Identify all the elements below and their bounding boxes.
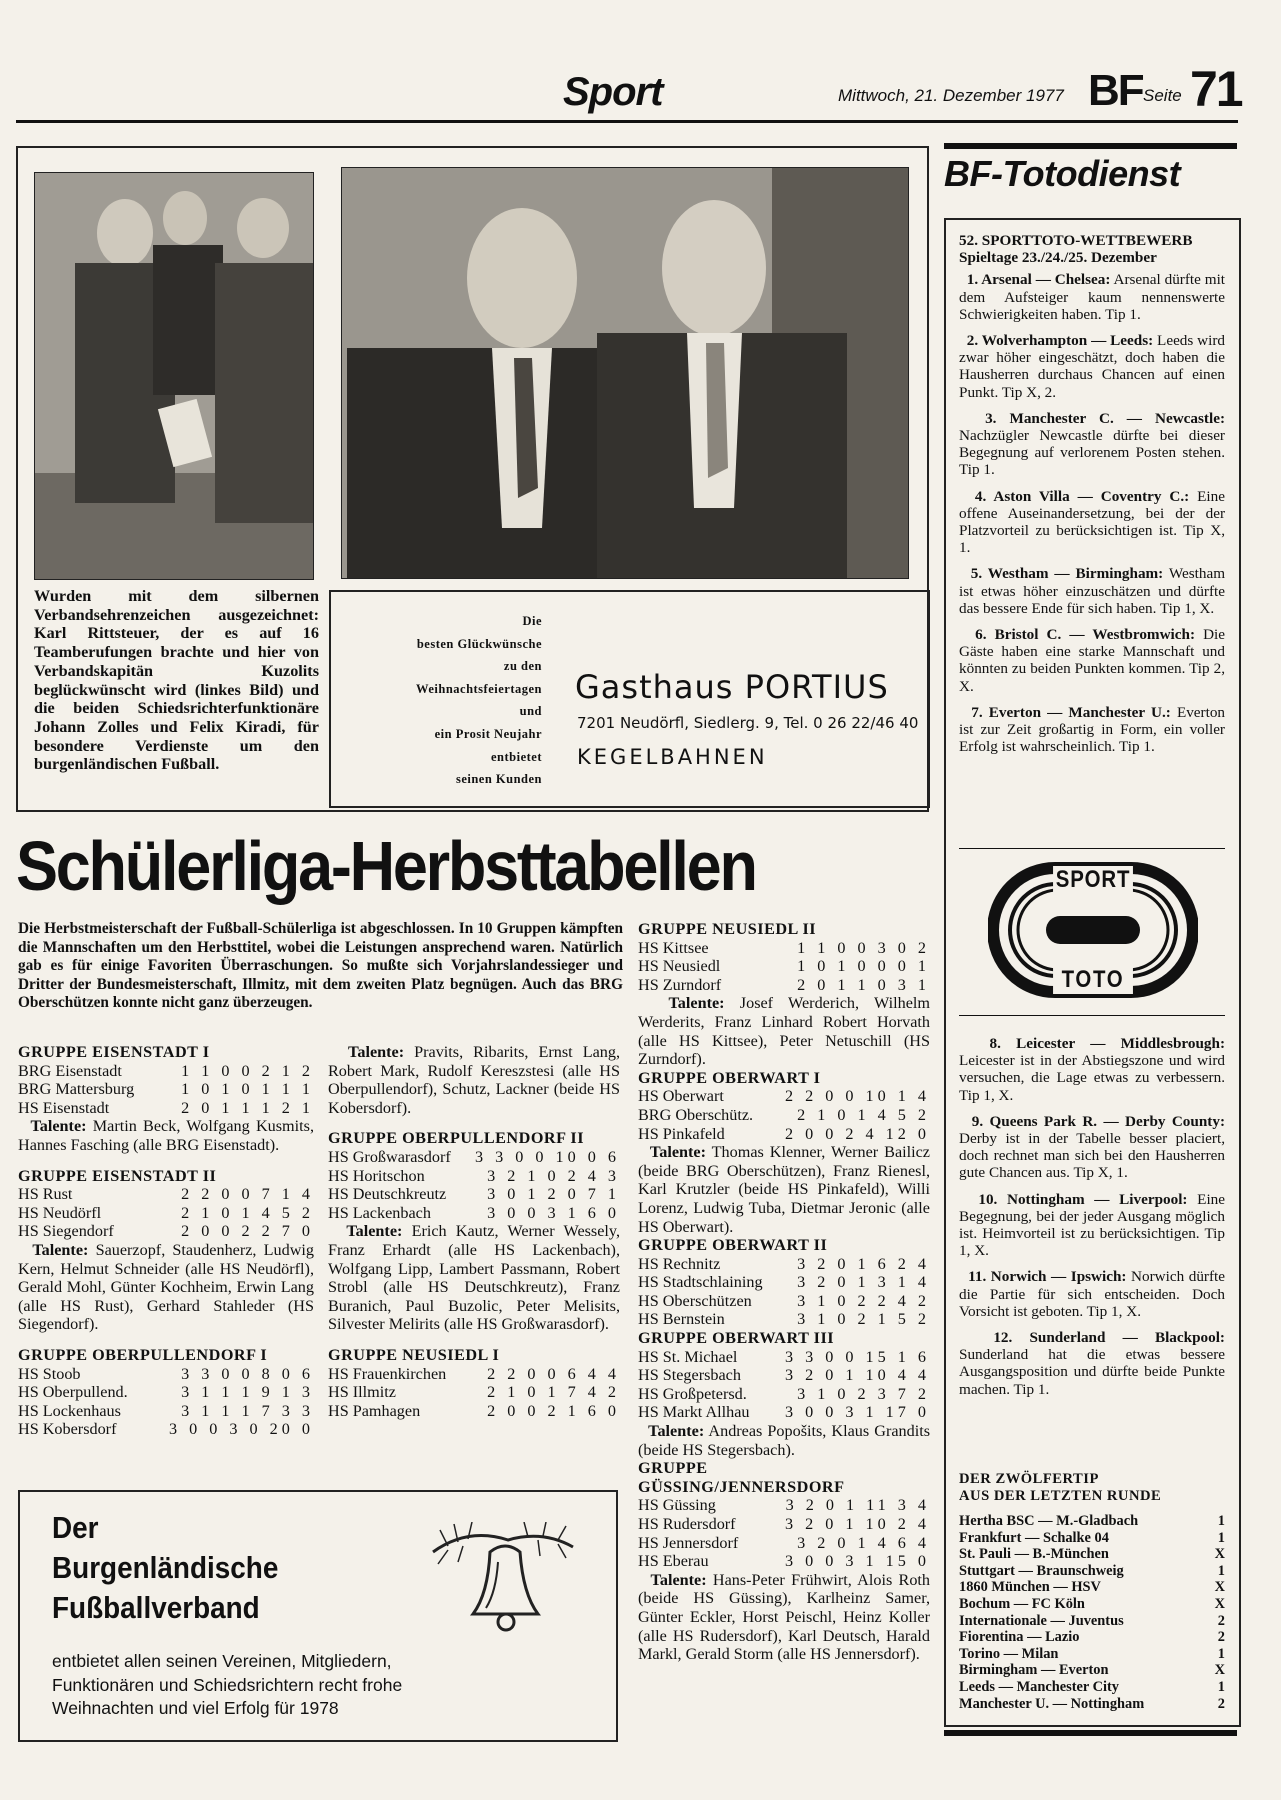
zwoelfer-title: DER ZWÖLFERTIP AUS DER LETZTEN RUNDE	[959, 1471, 1162, 1504]
gasthaus-name: Gasthaus PORTIUS	[575, 668, 889, 706]
page-label: Seite	[1143, 86, 1182, 105]
bfv-title: Der Burgenländische Fußballverband	[52, 1510, 279, 1625]
logo-text-top: SPORT	[1053, 866, 1133, 894]
group-title: GRUPPE OBERWART II	[638, 1236, 828, 1255]
toto-tip: 12. Sunderland — Blackpool: Sunderland hat die etwas bessere Ausgangsposition und dürfte beide Punkte machen. Tip 1.	[959, 1329, 1225, 1398]
table-row: Fiorentina — Lazio 2	[959, 1629, 1225, 1646]
photo-right	[341, 167, 909, 579]
gasthaus-address: 7201 Neudörfl, Siedlerg. 9, Tel. 0 26 22/46 40	[577, 714, 919, 732]
group-title: GRUPPE EISENSTADT II	[18, 1166, 217, 1185]
table-row: HS Oberwart 2 2 0 0 10 1 4	[638, 1087, 930, 1106]
gasthaus-kegelbahnen: KEGELBAHNEN	[577, 745, 768, 769]
group-title: GRUPPE OBERWART III	[638, 1329, 835, 1348]
table-row: HS Großpetersd. 3 1 0 2 3 7 2	[638, 1384, 930, 1403]
table-row: HS Pinkafeld 2 0 0 2 4 12 0	[638, 1124, 930, 1143]
table-row: HS Pamhagen 2 0 0 2 1 6 0	[328, 1401, 620, 1420]
table-row: Torino — Milan 1	[959, 1645, 1225, 1662]
talente-text: Talente: Hans-Peter Frühwirt, Alois Roth (beide HS Güssing), Karlheinz Samer, Günter Eckler, Horst Peischl, Heinz Koller (alle HS Rudersdorf), Karl Deutsch, Harald Markl, Gerald Storm (alle HS Jennersdorf).	[638, 1570, 930, 1664]
column-3	[638, 920, 930, 1664]
talente-text: Talente: Erich Kautz, Werner Wessely, Franz Erhardt (alle HS Lackenbach), Wolfgang Lipp, Lambert Passmann, Robert Strobl (alle HS Deutschkreutz), Franz Buranich, Paul Buzolic, Peter Melisits, Silvester Melirits (alle HS Großwarasdorf).	[328, 1222, 621, 1334]
table-row: HS Frauenkirchen 2 2 0 0 6 4 4	[328, 1364, 620, 1383]
talente-text: Talente: Josef Werderich, Wilhelm Werderits, Franz Linhard Robert Horvath (alle HS Kittsee), Peter Netuschill (HS Zurndorf).	[638, 994, 931, 1069]
table-row: Stuttgart — Braunschweig 1	[959, 1562, 1225, 1579]
table-row: HS Zurndorf 2 0 1 1 0 3 1	[638, 975, 930, 994]
table-row: Internationale — Juventus 2	[959, 1612, 1225, 1629]
table-row: HS Stegersbach 3 2 0 1 10 4 4	[638, 1366, 930, 1385]
table-row: HS Oberpullend. 3 1 1 1 9 1 3	[18, 1383, 314, 1402]
paper-logo: BF	[1088, 66, 1143, 115]
table-row: BRG Mattersburg 1 0 1 0 1 1 1	[18, 1080, 314, 1099]
table-row: HS Rudersdorf 3 2 0 1 10 2 4	[638, 1515, 930, 1533]
divider	[959, 1015, 1225, 1016]
table-row: St. Pauli — B.-München X	[959, 1546, 1225, 1563]
toto-tip: 8. Leicester — Middlesbrough: Leicester ist in der Abstiegszone und wird versuchen, die Lage etwas zu verbessern. Tip 1, X.	[959, 1035, 1226, 1104]
group-title: GRUPPE OBERPULLENDORF I	[18, 1345, 268, 1364]
toto-tip: 10. Nottingham — Liverpool: Eine Begegnung, bei der jeder Ausgang möglich ist. Heimvorteil ist zu berücksichtigen. Tip 1, X.	[959, 1190, 1226, 1260]
table-row: Birmingham — Everton X	[959, 1662, 1225, 1679]
group-title: GRUPPE EISENSTADT I	[18, 1043, 210, 1061]
issue-date: Mittwoch, 21. Dezember 1977	[838, 86, 1064, 105]
talente-text: Talente: Martin Beck, Wolfgang Kusmits, Hannes Fasching (alle BRG Eisenstadt).	[18, 1117, 314, 1154]
logo-text-bottom: TOTO	[1053, 966, 1133, 994]
table-row: HS Lackenbach 3 0 0 3 1 6 0	[328, 1203, 620, 1222]
table-row: HS St. Michael 3 3 0 0 15 1 6	[638, 1347, 930, 1366]
column-2	[328, 1043, 620, 1420]
toto-tip: 5. Westham — Birmingham: Westham ist etwas höher einzuschätzen und dürfte das bessere Ende für sich haben. Tip 1, X.	[959, 565, 1226, 617]
talente-text: Talente: Pravits, Ribarits, Ernst Lang, Robert Mark, Rudolf Kereszstesi (alle HS Oberpullendorf), Schutz, Lackner (beide HS Kobersdorf).	[328, 1043, 621, 1117]
photo-left	[34, 172, 314, 580]
section-title: Sport	[563, 70, 663, 114]
article-intro: Die Herbstmeisterschaft der Fußball-Schülerliga ist abgeschlossen. In 10 Gruppen kämpften die Mannschaften um den Herbsttitel, wobei die Leistungen ansprechend waren. Natürlich gab es für einige Favoriten Überraschungen. So mußte sich Vorjahrslandessieger und Dritter der Bundesmeisterschaft, Illmitz, mit dem zweiten Platz begnügen. Auch das BRG Oberschützen konnte nicht ganz überzeugen.	[18, 920, 623, 1012]
table-row: HS Oberschützen 3 1 0 2 2 4 2	[638, 1291, 930, 1310]
table-row: HS Lockenhaus 3 1 1 1 7 3 3	[18, 1401, 314, 1420]
talente-text: Talente: Andreas Popošits, Klaus Grandits (beide HS Stegersbach).	[638, 1422, 931, 1459]
ad-greeting: Die besten Glückwünsche zu den Weihnachtsfeiertagen und ein Prosit Neujahr entbietet seinen Kunden	[416, 614, 542, 787]
talente-text: Talente: Sauerzopf, Staudenherz, Ludwig Kern, Helmut Schneider (alle HS Neudörfl), Gerald Mohl, Günter Kochheim, Erwin Lang (alle HS Rust), Gerhard Stahleder (HS Siegendorf).	[18, 1240, 314, 1334]
zwoelfer-table	[959, 1513, 1225, 1712]
toto-tip: 4. Aston Villa — Coventry C.: Eine offene Auseinandersetzung, bei der der Platzvorteil zu berücksichtigen ist. Tip X, 1.	[959, 487, 1225, 557]
table-row: HS Stoob 3 3 0 0 8 0 6	[18, 1364, 314, 1383]
toto-bottom-rule	[944, 1730, 1237, 1736]
group-title: GRUPPE OBERPULLENDORF II	[328, 1129, 585, 1148]
table-row: HS Güssing 3 2 0 1 11 3 4	[638, 1496, 930, 1515]
table-row: HS Rust 2 2 0 0 7 1 4	[18, 1185, 314, 1204]
bfv-text: entbietet allen seinen Vereinen, Mitgliedern, Funktionären und Schiedsrichtern recht frohe Weihnachten und viel Erfolg für 1978	[52, 1651, 403, 1718]
table-row: Bochum — FC Köln X	[959, 1595, 1225, 1612]
table-row: BRG Oberschütz. 2 1 0 1 4 5 2	[638, 1105, 930, 1124]
table-row: HS Kobersdorf 3 0 0 3 0 20 0	[18, 1420, 314, 1439]
toto-tip: 11. Norwich — Ipswich: Norwich dürfte die Partie für sich entscheiden. Doch Vorsicht ist geboten. Tip 1, X.	[959, 1268, 1226, 1320]
table-row: HS Jennersdorf 3 2 0 1 4 6 4	[638, 1533, 930, 1552]
toto-tip: 7. Everton — Manchester U.: Everton ist zur Zeit großartig in Form, ein voller Erfolg ist wahrscheinlich. Tip 1.	[959, 703, 1226, 756]
toto-tip: 3. Manchester C. — Newcastle: Nachzügler Newcastle dürfte bei dieser Begegnung auf verlorenem Posten stehen. Tip 1.	[959, 409, 1225, 479]
toto-tip: 2. Wolverhampton — Leeds: Leeds wird zwar höher eingeschätzt, doch haben die Hausherren durchaus Chancen auf einen Punkt. Tip X, 2.	[959, 332, 1226, 401]
table-row: HS Illmitz 2 1 0 1 7 4 2	[328, 1383, 620, 1402]
table-row: HS Horitschon 3 2 1 0 2 4 3	[328, 1166, 620, 1185]
table-row: HS Siegendorf 2 0 0 2 2 7 0	[18, 1222, 314, 1241]
sporttoto-logo	[988, 860, 1198, 1000]
header-rule	[16, 120, 1238, 123]
table-row: BRG Eisenstadt 1 1 0 0 2 1 2	[18, 1061, 314, 1080]
table-row: Frankfurt — Schalke 04 1	[959, 1529, 1225, 1546]
column-1	[18, 1043, 314, 1439]
toto-top-rule	[944, 143, 1237, 149]
table-row: HS Stadtschlaining 3 2 0 1 3 1 4	[638, 1273, 930, 1292]
toto-tips-bottom	[959, 1035, 1225, 1407]
table-row: HS Großwarasdorf 3 3 0 0 10 0 6	[328, 1147, 620, 1166]
divider	[959, 848, 1225, 849]
toto-tip: 9. Queens Park R. — Derby County: Derby ist in der Tabelle besser placiert, doch rechnet man sich bei den Hausherren gute Chancen aus. Tip X, 1.	[959, 1112, 1226, 1182]
table-row: Hertha BSC — M.-Gladbach 1	[959, 1513, 1225, 1529]
group-title: GRUPPE GÜSSING/JENNERSDORF	[638, 1459, 845, 1496]
table-row: HS Rechnitz 3 2 0 1 6 2 4	[638, 1254, 930, 1273]
table-row: HS Eberau 3 0 0 3 1 15 0	[638, 1552, 930, 1571]
toto-tip: 6. Bristol C. — Westbromwich: Die Gäste haben eine starke Mannschaft und könnten zu beiden Punkten kommen. Tip 2, X.	[959, 626, 1226, 695]
table-row: HS Neusiedl 1 0 1 0 0 0 1	[638, 957, 930, 976]
group-title: GRUPPE NEUSIEDL I	[328, 1345, 500, 1364]
photo-caption: Wurden mit dem silbernen Verbandsehrenzeichen ausgezeichnet: Karl Rittsteuer, der es auf 16 Teamberufungen brachte und hier von Verbandskapitän Kuzolits beglückwünscht wird (linkes Bild) und die beiden Schiedsrichterfunktionäre Johann Zolles und Felix Kiradi, für besondere Verdienste um den burgenländischen Fußball.	[34, 587, 319, 774]
article-headline: Schülerliga-Herbsttabellen	[16, 827, 756, 905]
toto-tips-top	[959, 232, 1225, 764]
toto-title: BF-Totodienst	[944, 153, 1181, 194]
bell-icon	[428, 1522, 578, 1638]
table-row: HS Neudörfl 2 1 0 1 4 5 2	[18, 1203, 314, 1222]
table-row: HS Markt Allhau 3 0 0 3 1 17 0	[638, 1403, 930, 1422]
group-title: GRUPPE NEUSIEDL II	[638, 920, 817, 938]
table-row: HS Bernstein 3 1 0 2 1 5 2	[638, 1310, 930, 1329]
toto-round-title: 52. SPORTTOTO-WETTBEWERB	[959, 232, 1193, 249]
table-row: Leeds — Manchester City 1	[959, 1678, 1225, 1695]
table-row: Manchester U. — Nottingham 2	[959, 1695, 1225, 1712]
table-row: HS Deutschkreutz 3 0 1 2 0 7 1	[328, 1185, 620, 1204]
toto-round-date: Spieltage 23./24./25. Dezember	[959, 249, 1157, 267]
group-title: GRUPPE OBERWART I	[638, 1068, 821, 1087]
page-number: 71	[1190, 61, 1242, 117]
talente-text: Talente: Thomas Klenner, Werner Bailicz (beide BRG Oberschützen), Franz Rienesl, Karl Krutzler (beide HS Pinkafeld), Willi Lorenz, Ludwig Tuba, Dietmar Jeronic (alle HS Oberwart).	[638, 1143, 930, 1236]
table-row: HS Eisenstadt 2 0 1 1 1 2 1	[18, 1098, 314, 1117]
table-row: 1860 München — HSV X	[959, 1579, 1225, 1596]
toto-tip: 1. Arsenal — Chelsea: Arsenal dürfte mit dem Aufsteiger kaum nennenswerte Schwierigkeiten haben. Tip 1.	[959, 271, 1226, 323]
table-row: HS Kittsee 1 1 0 0 3 0 2	[638, 938, 930, 957]
